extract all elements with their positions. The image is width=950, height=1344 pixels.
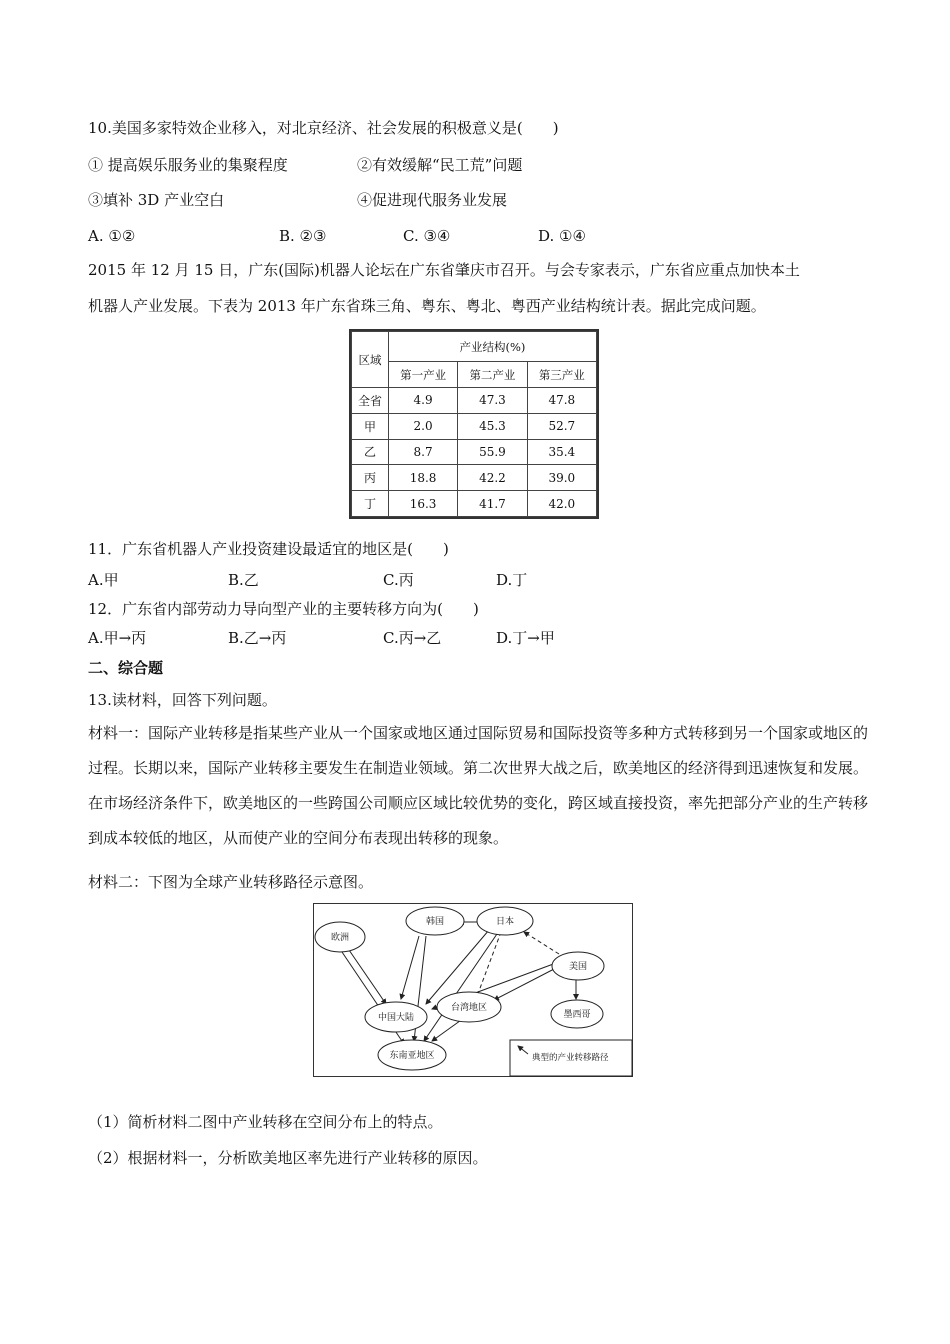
industry-transfer-diagram <box>313 903 633 1077</box>
node-europe-label: 欧洲 <box>330 933 350 943</box>
arrow-europe-china <box>349 950 386 1004</box>
q10-option-c: C. ③④ <box>403 227 451 245</box>
q11-option-d: D.丁 <box>496 571 528 589</box>
table-row <box>352 491 597 517</box>
table-cell-region: 甲 <box>352 413 389 439</box>
q10-item-2: ②有效缓解“民工荒”问题 <box>357 156 523 174</box>
legend-label: 典型的产业转移路径 <box>532 1053 609 1063</box>
node-mexico-label: 墨西哥 <box>563 1010 591 1020</box>
node-china-label: 中国大陆 <box>377 1013 415 1023</box>
q10-stem: 10.美国多家特效企业移入，对北京经济、社会发展的积极意义是( ) <box>88 119 559 137</box>
q11-stem: 11．广东省机器人产业投资建设最适宜的地区是( ) <box>88 540 449 558</box>
table-cell: 47.8 <box>527 388 596 414</box>
table-cell: 35.4 <box>527 439 596 465</box>
table-cell-region: 全省 <box>352 388 389 414</box>
q12-option-a: A.甲→丙 <box>88 629 147 647</box>
intro-line-1: 2015 年 12 月 15 日，广东(国际)机器人论坛在广东省肇庆市召开。与会专家表示，广东省应重点加快本土 <box>88 261 800 279</box>
q10-item-3: ③填补 3D 产业空白 <box>88 191 225 209</box>
q12-option-d: D.丁→甲 <box>496 629 555 647</box>
q12-stem: 12．广东省内部劳动力导向型产业的主要转移方向为( ) <box>88 600 479 618</box>
table-row <box>352 413 597 439</box>
q10-item-1: ① 提高娱乐服务业的集聚程度 <box>88 156 288 174</box>
node-japan-label: 日本 <box>495 917 515 927</box>
node-korea-label: 韩国 <box>425 917 445 927</box>
table-col-header: 第三产业 <box>527 362 596 388</box>
table-cell: 41.7 <box>458 491 527 517</box>
table-cell: 39.0 <box>527 465 596 491</box>
intro-line-2: 机器人产业发展。下表为 2013 年广东省珠三角、粤东、粤北、粤西产业结构统计表。据此完成问题。 <box>88 297 766 315</box>
arrow-usa-japan-dashed <box>524 932 559 954</box>
section-2-title: 二、综合题 <box>88 659 164 677</box>
arrow-japan-sea <box>424 931 499 1041</box>
table-row <box>352 388 597 414</box>
q12-option-c: C.丙→乙 <box>383 629 442 647</box>
table-cell: 4.9 <box>388 388 457 414</box>
table-cell: 42.0 <box>527 491 596 517</box>
material-2: 材料二：下图为全球产业转移路径示意图。 <box>88 873 374 891</box>
q11-option-a: A.甲 <box>88 571 119 589</box>
q10-option-b: B. ②③ <box>279 227 327 245</box>
arrow-usa-taiwan <box>494 968 556 1000</box>
arrow-korea-china <box>401 936 419 999</box>
q11-option-b: B.乙 <box>228 571 259 589</box>
q11-option-c: C.丙 <box>383 571 414 589</box>
table-cell: 45.3 <box>458 413 527 439</box>
table-cell: 52.7 <box>527 413 596 439</box>
table-cell-region: 丙 <box>352 465 389 491</box>
q12-option-b: B.乙→丙 <box>228 629 287 647</box>
table-row <box>352 439 597 465</box>
table-row <box>352 465 597 491</box>
q10-item-4: ④促进现代服务业发展 <box>357 191 508 209</box>
node-usa-label: 美国 <box>568 962 588 972</box>
table-col-header: 第二产业 <box>458 362 527 388</box>
q13-sub-2: （2）根据材料一，分析欧美地区率先进行产业转移的原因。 <box>88 1149 488 1167</box>
node-taiwan-label: 台湾地区 <box>450 1003 488 1013</box>
table-cell: 47.3 <box>458 388 527 414</box>
table-region-header: 区域 <box>352 332 389 388</box>
q13-sub-1: （1）简析材料二图中产业转移在空间分布上的特点。 <box>88 1113 443 1131</box>
q13-stem: 13.读材料，回答下列问题。 <box>88 691 277 709</box>
arrow-japan-taiwan-dashed <box>476 932 501 999</box>
table-cell: 8.7 <box>388 439 457 465</box>
material-1: 材料一：国际产业转移是指某些产业从一个国家或地区通过国际贸易和国际投资等多种方式转移到另一个国家或地区的过程。长期以来，国际产业转移主要发生在制造业领域。第二次世界大战之后，欧美地区的经济得到迅速恢复和发展。在市场经济条件下，欧美地区的一些跨国公司顺应区域比较优势的变化，跨区域直接投资，率先把部分产业的生产转移到成本较低的地区，从而使产业的空间分布表现出转移的现象。 <box>88 724 869 847</box>
table-cell: 18.8 <box>388 465 457 491</box>
q10-option-a: A. ①② <box>88 227 136 245</box>
table-col-header: 第一产业 <box>388 362 457 388</box>
table-cell-region: 乙 <box>352 439 389 465</box>
table-cell: 2.0 <box>388 413 457 439</box>
table-cell: 16.3 <box>388 491 457 517</box>
node-sea-label: 东南亚地区 <box>389 1051 435 1061</box>
table-group-header: 产业结构(%) <box>388 332 596 362</box>
table-cell: 42.2 <box>458 465 527 491</box>
table-cell-region: 丁 <box>352 491 389 517</box>
q10-option-d: D. ①④ <box>538 227 586 245</box>
industry-structure-table <box>349 329 599 519</box>
table-cell: 55.9 <box>458 439 527 465</box>
